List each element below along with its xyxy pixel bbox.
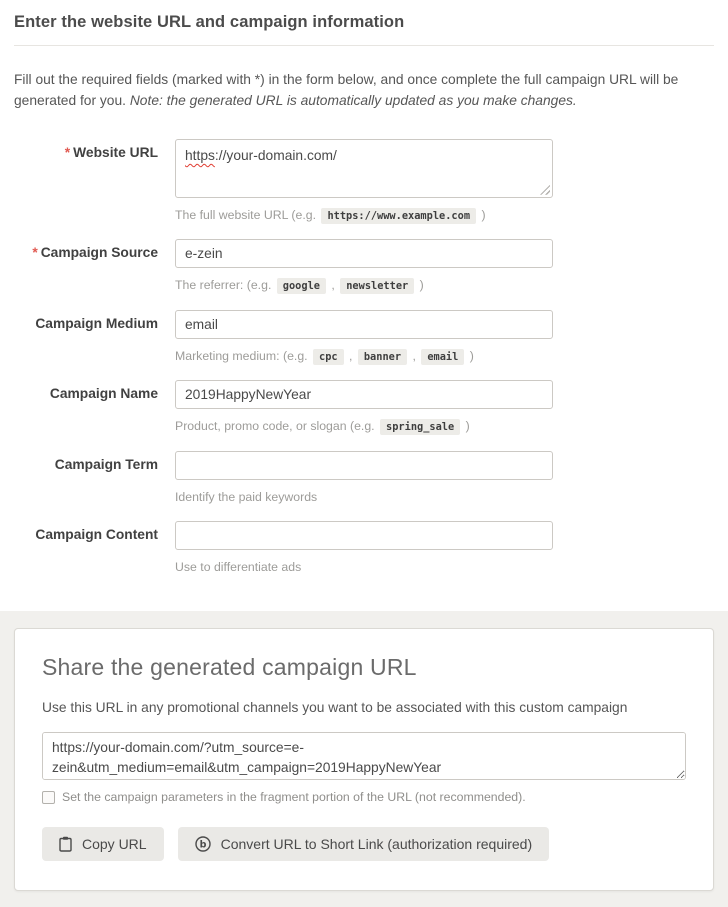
intro-text [14, 69, 714, 112]
svg-text:b: b [199, 839, 206, 851]
form-row-campaign-term [14, 451, 714, 506]
campaign-name-input[interactable] [175, 380, 553, 409]
required-asterisk: * [64, 144, 71, 160]
website-url-label: * Website URL [64, 144, 158, 160]
resize-handle-icon[interactable] [540, 185, 550, 195]
campaign-source-control [175, 239, 714, 294]
page-title: Enter the website URL and campaign information [14, 13, 714, 46]
share-buttons-row [42, 827, 686, 861]
fragment-checkbox-label: Set the campaign parameters in the fragment portion of the URL (not recommended). [62, 790, 526, 805]
example-code-badge: cpc [313, 349, 344, 365]
campaign-source-label: * Campaign Source [32, 245, 158, 261]
convert-short-link-label: Convert URL to Short Link (authorization required) [220, 836, 533, 853]
share-panel [14, 628, 714, 891]
form-row-campaign-medium [14, 310, 714, 365]
campaign-term-control [175, 451, 714, 506]
required-asterisk: * [32, 245, 38, 261]
form-row-campaign-source [14, 239, 714, 294]
campaign-content-input[interactable] [175, 521, 553, 550]
example-code-badge: google [277, 278, 326, 294]
fragment-checkbox[interactable] [42, 791, 55, 804]
fragment-option-row[interactable] [42, 790, 686, 804]
clipboard-icon [59, 836, 72, 852]
website-url-input[interactable]: https://your-domain.com/ [175, 139, 553, 198]
campaign-medium-label: Campaign Medium [35, 315, 158, 331]
website-url-control [175, 139, 714, 224]
campaign-name-control [175, 380, 714, 435]
campaign-source-help-text: The referrer: (e.g. google , newsletter ) [175, 278, 424, 293]
example-code-badge: newsletter [340, 278, 414, 294]
example-code-badge: banner [358, 349, 407, 365]
example-code-badge: spring_sale [380, 419, 460, 435]
campaign-source-input[interactable] [175, 239, 553, 268]
campaign-medium-control [175, 310, 714, 365]
campaign-content-control [175, 521, 714, 576]
convert-short-link-button[interactable] [178, 827, 550, 861]
copy-url-label: Copy URL [82, 836, 147, 853]
intro-main: Fill out the required fields (marked with *) in the form below, and once complete the full campaign URL will be generated for you. [14, 72, 679, 109]
website-url-help-text: The full website URL (e.g. https://www.example.com ) [175, 207, 486, 222]
example-code-badge: https://www.example.com [321, 208, 476, 224]
example-code-badge: email [421, 349, 464, 365]
form-row-campaign-name [14, 380, 714, 435]
campaign-content-label: Campaign Content [35, 526, 158, 542]
campaign-term-help-text: Identify the paid keywords [175, 489, 318, 504]
form-row-website-url [14, 139, 714, 224]
spellcheck-underline: https [185, 147, 215, 163]
share-panel-title: Share the generated campaign URL [42, 654, 417, 681]
campaign-content-help-text: Use to differentiate ads [175, 559, 302, 574]
share-section [0, 611, 728, 907]
bitly-circle-icon [195, 836, 211, 852]
campaign-medium-help-text: Marketing medium: (e.g. cpc , banner , email ) [175, 348, 474, 363]
campaign-term-input[interactable] [175, 451, 553, 480]
generated-url-textarea[interactable] [42, 732, 686, 780]
share-panel-description: Use this URL in any promotional channels you want to be associated with this custom campaign [42, 700, 628, 716]
campaign-name-label: Campaign Name [49, 386, 158, 402]
form-row-campaign-content [14, 521, 714, 576]
campaign-term-label: Campaign Term [54, 456, 158, 472]
copy-url-button[interactable] [42, 827, 164, 861]
campaign-form [14, 139, 714, 577]
campaign-name-help-text: Product, promo code, or slogan (e.g. spring_sale ) [175, 419, 470, 434]
intro-note: Note: the generated URL is automatically updated as you make changes. [129, 93, 577, 109]
campaign-medium-input[interactable] [175, 310, 553, 339]
